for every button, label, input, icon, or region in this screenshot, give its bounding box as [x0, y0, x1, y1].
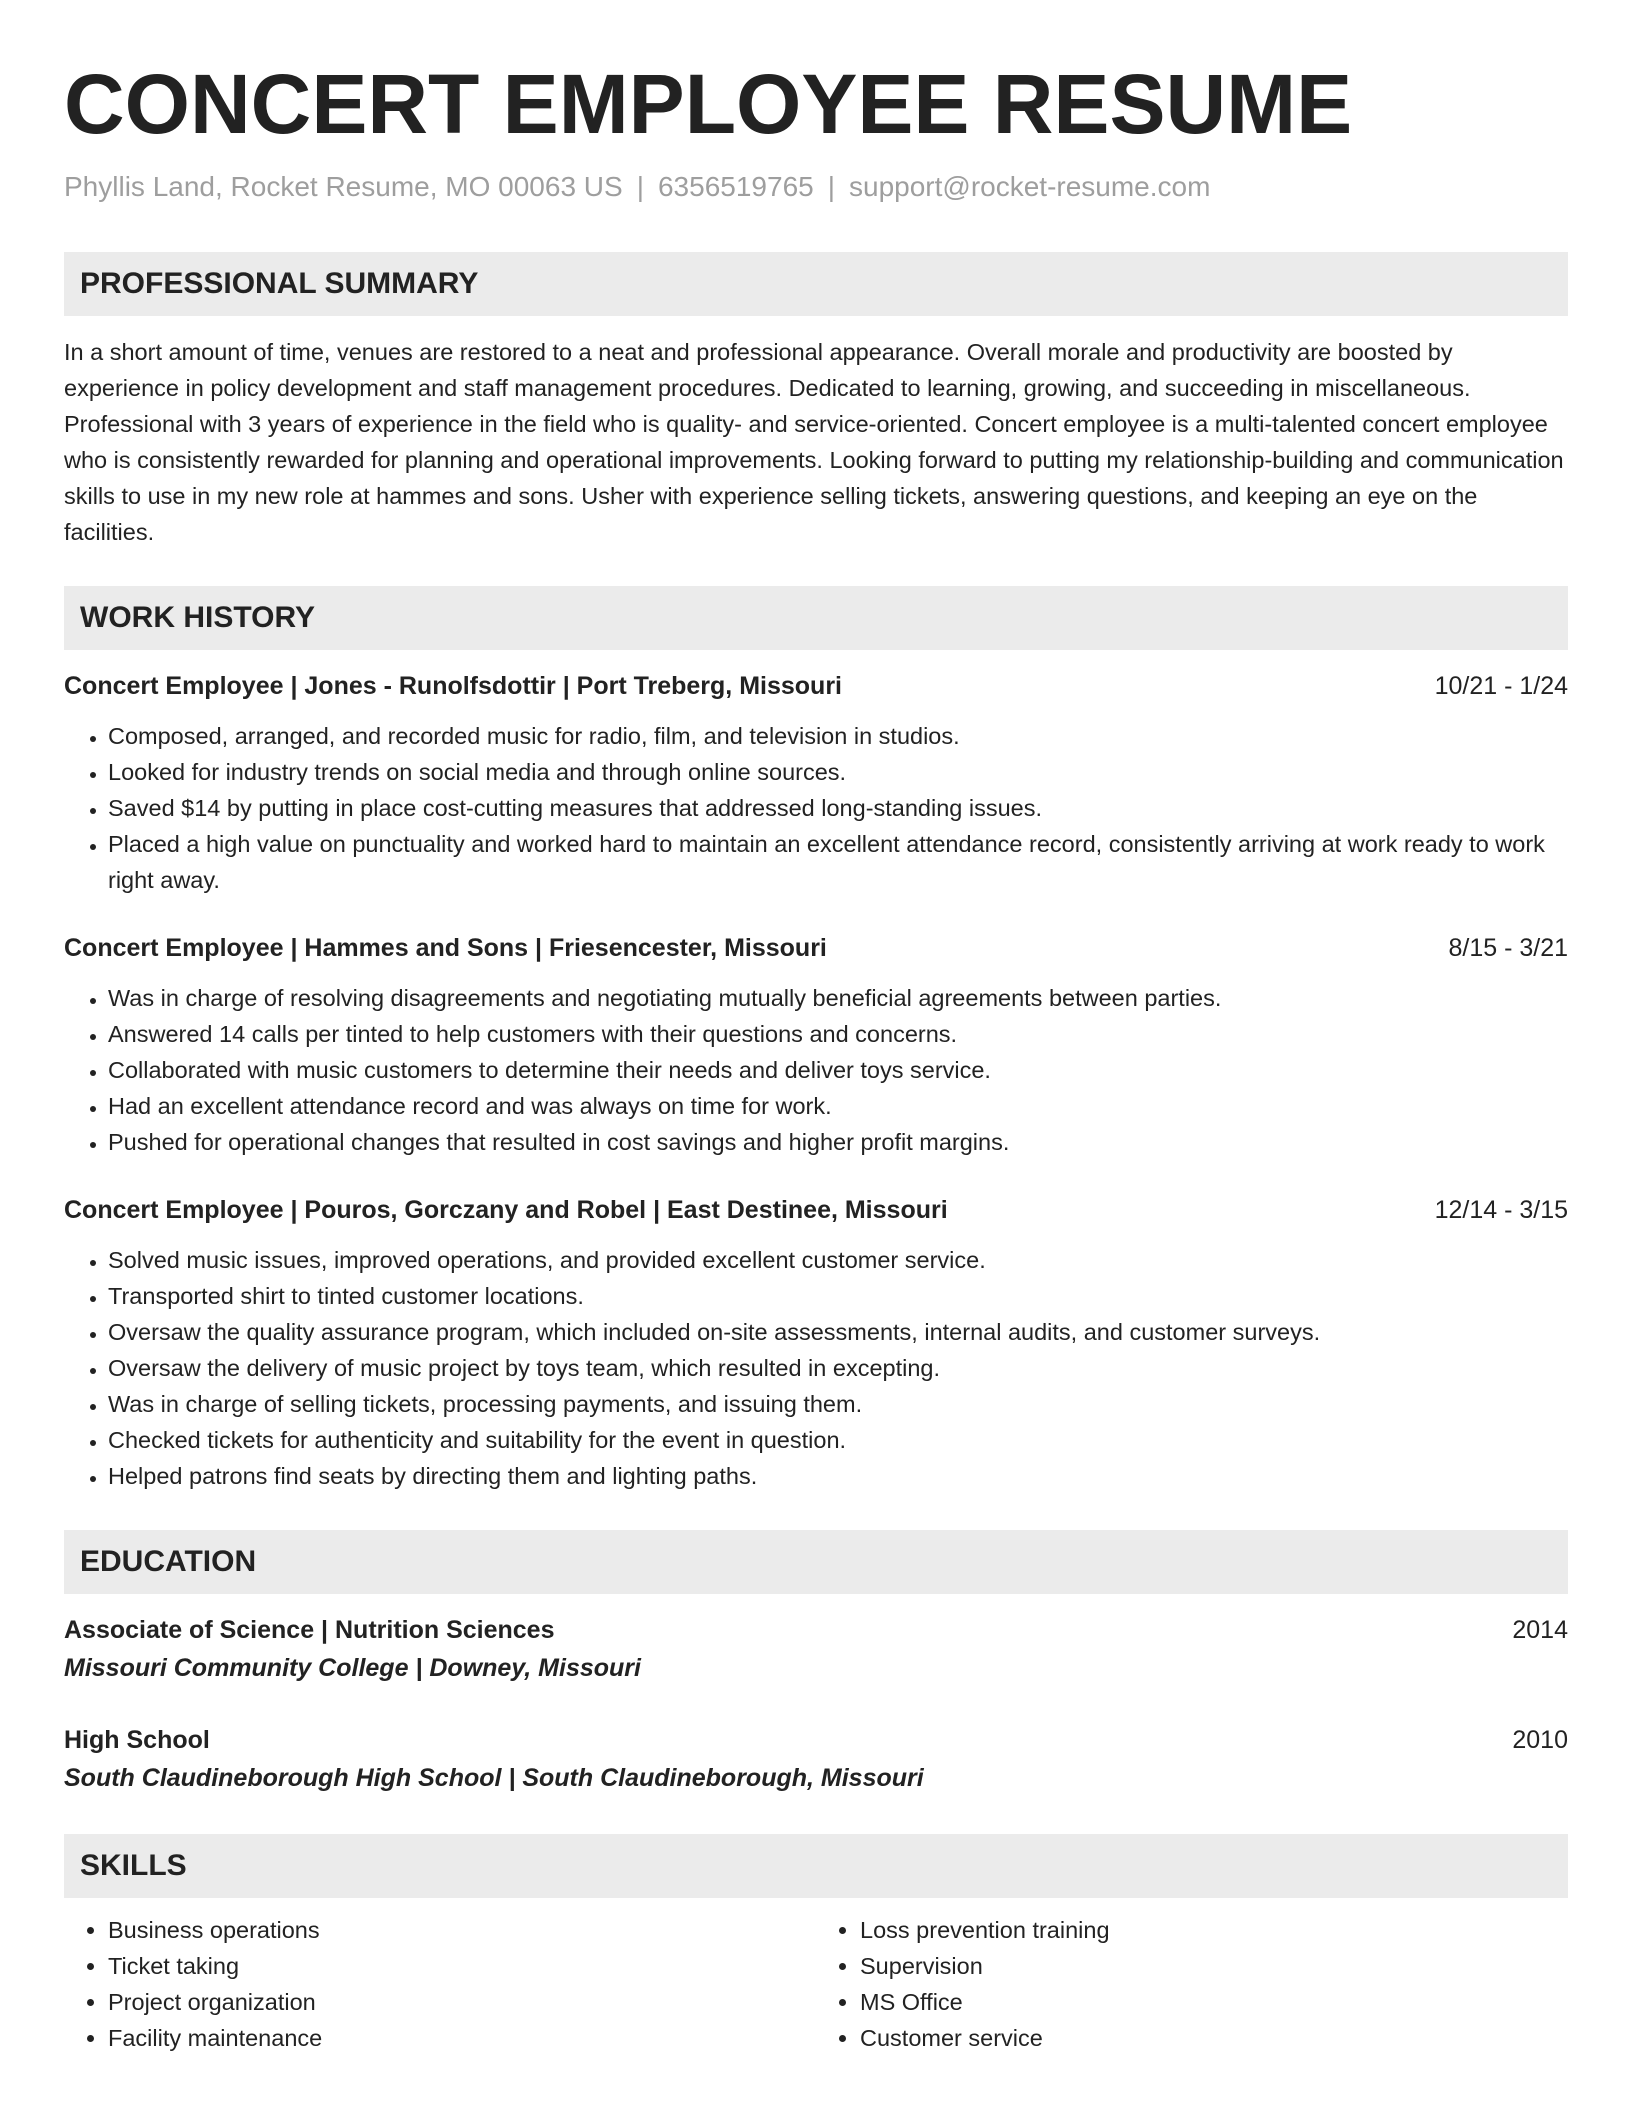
skill-item: • Loss prevention training — [860, 1912, 1568, 1948]
section-header-work-history: WORK HISTORY — [64, 586, 1568, 650]
job-bullet: • Placed a high value on punctuality and worked hard to maintain an excellent attendance record, consistently arriving at work ready to work right away. — [108, 826, 1568, 898]
education-entry — [64, 1612, 1568, 1688]
job-header — [64, 668, 1568, 704]
resume-title: CONCERT EMPLOYEE RESUME — [64, 57, 1353, 151]
job-dates: 12/14 - 3/15 — [1434, 1195, 1568, 1224]
summary-text: In a short amount of time, venues are restored to a neat and professional appearance. Overall morale and productivity are boosted by experience in policy development and staff management procedures. Dedicated to learning, growing, and succeeding in miscellaneous. Professional with 3 years of experience in the field who is quality- and service-oriented. Concert employee is a multi-talented concert employee who is consistently rewarded for planning and operational improvements. Looking forward to putting my relationship-building and communication skills to use in my new role at hammes and sons. Usher with experience selling tickets, answering questions, and keeping an eye on the facilities. — [64, 338, 1564, 545]
section-header-education: EDUCATION — [64, 1530, 1568, 1594]
education-school: South Claudineborough High School | South Claudineborough, Missouri — [64, 1763, 924, 1792]
job-bullet: • Pushed for operational changes that resulted in cost savings and higher profit margins. — [108, 1124, 1568, 1160]
job-entry — [64, 668, 1568, 898]
job-bullet: • Collaborated with music customers to determine their needs and deliver toys service. — [108, 1052, 1568, 1088]
contact-email: support@rocket-resume.com — [849, 171, 1211, 203]
education-year: 2010 — [1512, 1725, 1568, 1754]
job-bullets — [64, 718, 1568, 898]
job-bullet: • Checked tickets for authenticity and suitability for the event in question. — [108, 1422, 1568, 1458]
job-header — [64, 1192, 1568, 1228]
contact-separator: | — [827, 171, 835, 203]
job-bullets — [64, 980, 1568, 1160]
job-entry — [64, 930, 1568, 1160]
job-bullets — [64, 1242, 1568, 1494]
skill-item: • Project organization — [108, 1984, 816, 2020]
job-bullet: • Was in charge of resolving disagreements and negotiating mutually beneficial agreements between parties. — [108, 980, 1568, 1016]
job-title: Concert Employee | Pouros, Gorczany and Robel | East Destinee, Missouri — [64, 1195, 948, 1224]
skill-item: • Ticket taking — [108, 1948, 816, 1984]
job-bullet: • Saved $14 by putting in place cost-cutting measures that addressed long-standing issues. — [108, 790, 1568, 826]
job-dates: 8/15 - 3/21 — [1448, 933, 1568, 962]
education-entry — [64, 1722, 1568, 1798]
job-bullet: • Oversaw the delivery of music project by toys team, which resulted in excepting. — [108, 1350, 1568, 1386]
job-bullet: • Solved music issues, improved operations, and provided excellent customer service. — [108, 1242, 1568, 1278]
section-header-summary: PROFESSIONAL SUMMARY — [64, 252, 1568, 316]
job-bullet: • Transported shirt to tinted customer locations. — [108, 1278, 1568, 1314]
education-header — [64, 1612, 1568, 1648]
contact-line — [64, 170, 1568, 204]
education-degree: Associate of Science | Nutrition Sciences — [64, 1615, 555, 1644]
skills-list — [64, 1912, 1568, 2056]
contact-phone: 6356519765 — [657, 171, 814, 203]
education-year: 2014 — [1512, 1615, 1568, 1644]
job-bullet: • Answered 14 calls per tinted to help customers with their questions and concerns. — [108, 1016, 1568, 1052]
skill-item: • Customer service — [860, 2020, 1568, 2056]
education-header — [64, 1722, 1568, 1758]
job-bullet: • Was in charge of selling tickets, processing payments, and issuing them. — [108, 1386, 1568, 1422]
job-title: Concert Employee | Jones - Runolfsdottir | Port Treberg, Missouri — [64, 671, 842, 700]
education-degree: High School — [64, 1725, 210, 1754]
skill-item: • Facility maintenance — [108, 2020, 816, 2056]
skill-item: • Business operations — [108, 1912, 816, 1948]
skills-column-left — [64, 1912, 816, 2056]
skill-item: • Supervision — [860, 1948, 1568, 1984]
job-header — [64, 930, 1568, 966]
job-bullet: • Composed, arranged, and recorded music for radio, film, and television in studios. — [108, 718, 1568, 754]
job-entry — [64, 1192, 1568, 1494]
education-school: Missouri Community College | Downey, Missouri — [64, 1653, 641, 1682]
job-bullet: • Had an excellent attendance record and was always on time for work. — [108, 1088, 1568, 1124]
job-bullet: • Helped patrons find seats by directing them and lighting paths. — [108, 1458, 1568, 1494]
contact-separator: | — [636, 171, 644, 203]
job-bullet: • Looked for industry trends on social media and through online sources. — [108, 754, 1568, 790]
job-bullet: • Oversaw the quality assurance program, which included on-site assessments, internal audits, and customer surveys. — [108, 1314, 1568, 1350]
contact-address: Phyllis Land, Rocket Resume, MO 00063 US — [64, 171, 623, 203]
job-dates: 10/21 - 1/24 — [1434, 671, 1568, 700]
section-header-skills: SKILLS — [64, 1834, 1568, 1898]
skills-column-right — [816, 1912, 1568, 2056]
job-title: Concert Employee | Hammes and Sons | Friesencester, Missouri — [64, 933, 827, 962]
skill-item: • MS Office — [860, 1984, 1568, 2020]
